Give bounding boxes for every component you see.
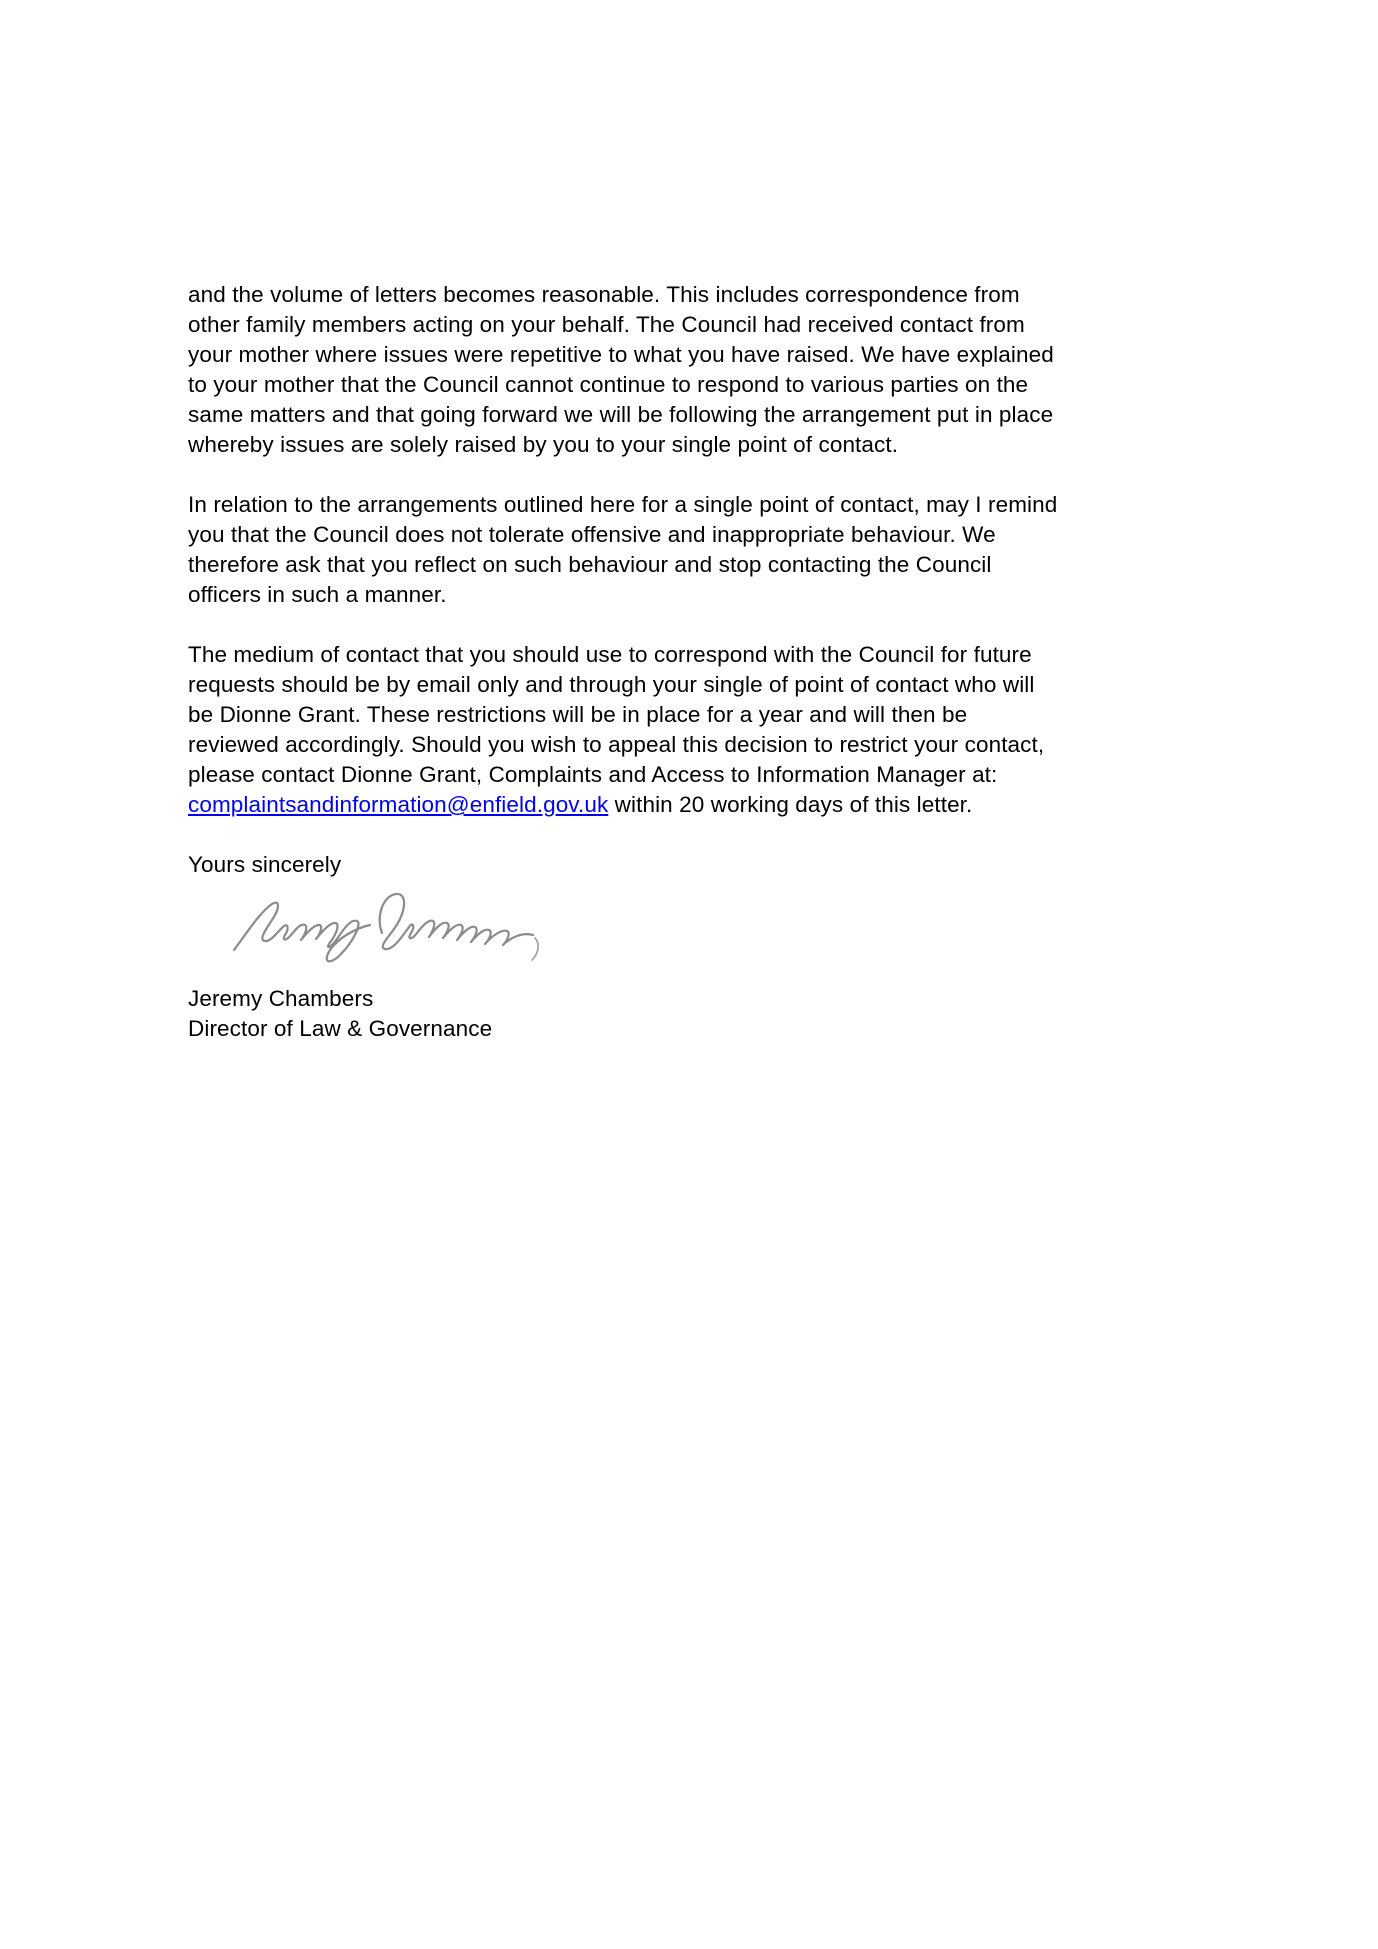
paragraph-line: reviewed accordingly. Should you wish to appeal this decision to restrict your contact, — [188, 732, 1045, 757]
paragraph-line: therefore ask that you reflect on such behaviour and stop contacting the Council — [188, 552, 992, 577]
signatory-title: Director of Law & Governance — [188, 1016, 493, 1041]
paragraph-line-tail: within 20 working days of this letter. — [608, 792, 973, 817]
paragraph-line: same matters and that going forward we will be following the arrangement put in place — [188, 402, 1054, 427]
signatory-name: Jeremy Chambers — [188, 986, 374, 1011]
email-link[interactable]: complaintsandinformation@enfield.gov.uk — [188, 792, 609, 817]
valediction — [188, 850, 1218, 880]
paragraph-line: other family members acting on your behalf. The Council had received contact from — [188, 312, 1025, 337]
paragraph-line: The medium of contact that you should use to correspond with the Council for future — [188, 642, 1032, 667]
signatory — [188, 984, 1218, 1044]
paragraph-line: you that the Council does not tolerate offensive and inappropriate behaviour. We — [188, 522, 996, 547]
paragraph-line: In relation to the arrangements outlined here for a single point of contact, may I remind — [188, 492, 1058, 517]
paragraph-line: please contact Dionne Grant, Complaints and Access to Information Manager at: — [188, 762, 998, 787]
paragraph-behaviour-reminder — [188, 490, 1218, 610]
letter-body — [188, 280, 1218, 1044]
paragraph-line: requests should be by email only and through your single of point of contact who will — [188, 672, 1035, 697]
paragraph-line: your mother where issues were repetitive to what you have raised. We have explained — [188, 342, 1054, 367]
signature-ink-icon — [230, 884, 550, 976]
paragraph-medium-of-contact — [188, 640, 1218, 820]
handwritten-signature — [188, 880, 1218, 984]
paragraph-volume-of-letters — [188, 280, 1218, 460]
paragraph-line: officers in such a manner. — [188, 582, 447, 607]
paragraph-line: whereby issues are solely raised by you to your single point of contact. — [188, 432, 899, 457]
valediction-text: Yours sincerely — [188, 852, 342, 877]
paragraph-line-with-link — [188, 790, 1218, 820]
paragraph-line: and the volume of letters becomes reasonable. This includes correspondence from — [188, 282, 1020, 307]
paragraph-line: be Dionne Grant. These restrictions will be in place for a year and will then be — [188, 702, 968, 727]
paragraph-line: to your mother that the Council cannot continue to respond to various parties on the — [188, 372, 1029, 397]
